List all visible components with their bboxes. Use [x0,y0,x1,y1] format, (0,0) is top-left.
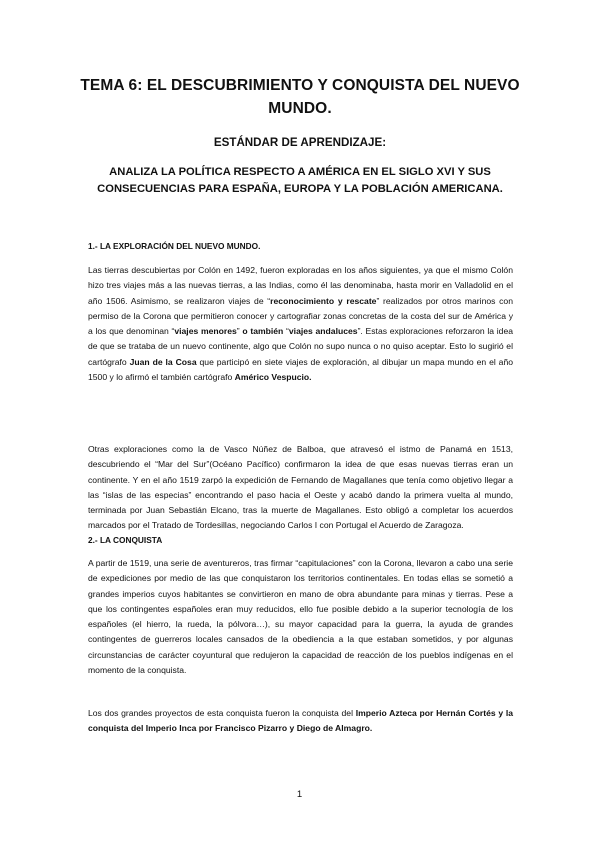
text-run: ”. Estas exploraciones reforzaron la idea de que se trataba de un nuevo continente, algo que Colón no supo nunca o no quiso aceptar. Esto lo sugirió el cartógrafo [88,326,514,367]
text-run: “ [283,326,289,337]
text-run: ” [236,326,243,337]
page-number: 1 [296,789,303,800]
bold-text-run: o también [242,326,284,337]
text-run: Las tierras descubiertas por Colón en 1492, fueron exploradas en los años siguientes, ya que el mismo Colón hizo tres viajes más a las nuevas tierras, a las Indias, como él las denominaba, hasta morir en Valladolid en el año 1506. Asimismo, se realizaron viajes de “ [88,265,513,306]
section1-heading: 1.- LA EXPLORACIÓN DEL NUEVO MUNDO. [88,241,261,251]
bold-text-run: reconocimiento y rescate [270,295,377,306]
bold-text-run: viajes menores [174,326,237,337]
text-run: que participó en siete viajes de exploración, al dibujar un mapa mundo en el año 1500 y lo afirmó el también cartógrafo [88,356,514,383]
text-run: ” realizados por otros marinos con permiso de la Corona que permitieron conocer y cartografiar zonas concretas de la costa del sur de América y a los que denominan “ [88,295,513,337]
section1-paragraph-1 [88,263,513,385]
standard-text: ANALIZA LA POLÍTICA RESPECTO A AMÉRICA EN EL SIGLO XVI Y SUS CONSECUENCIAS PARA ESPAÑA, EUROPA Y LA POBLACIÓN AMERICANA. [97,166,503,195]
bold-text-run: Imperio Azteca por Hernán Cortés y la conquista del Imperio Inca por Francisco Pizarro y Diego de Almagro. [88,708,513,734]
standard-label: ESTÁNDAR DE APRENDIZAJE: [213,136,387,149]
section2-paragraph-1: A partir de 1519, una serie de aventureros, tras firmar “capitulaciones” con la Corona, llevaron a cabo una serie de expediciones por medio de las que conquistaron los territorios continentales. En todas ellas se sometió a grandes imperios cuyos habitantes se convirtieron en mano de obra abundante para minas y tierras. Pese a que los contingentes españoles eran muy reducidos, ello fue posible debido a la superior tecnología de los españoles (el hierro, la rueda, la pólvora…), su mayor capacidad para la guerra, la ayuda de grandes contingentes de guerreros locales cansados de la obediencia a la que estaban sometidos, y por algunas circunstancias de carácter coyuntural que redujeron la capacidad de reacción de los pueblos indígenas en el momento de la conquista. [88,558,513,676]
bold-text-run: Américo Vespucio. [234,372,312,383]
bold-text-run: viajes andaluces [288,326,358,337]
section2-heading: 2.- LA CONQUISTA [88,535,163,545]
page-title: TEMA 6: EL DESCUBRIMIENTO Y CONQUISTA DEL NUEVO MUNDO. [80,77,520,117]
text-run: Los dos grandes proyectos de esta conquista fueron la conquista del [88,708,356,718]
section2-paragraph-2 [88,706,513,737]
section1-paragraph-2: Otras exploraciones como la de Vasco Núñez de Balboa, que atravesó el istmo de Panamá en 1513, descubriendo el “Mar del Sur”(Océano Pacífico) confirmaron la idea de que esas nuevas tierras eran un continente. Y en el año 1519 zarpó la expedición de Fernando de Magallanes que tenía como objetivo llegar a las “islas de las especias” encontrando el paso hacia el Oeste y acabó dando la primera vuelta al mundo, terminada por Juan Sebastián Elcano, tras la muerte de Magallanes. Esto obligó a completar los acuerdos marcados por el Tratado de Tordesillas, negociando Carlos I con Portugal el Acuerdo de Zaragoza. [88,444,513,531]
bold-text-run: Juan de la Cosa [129,356,197,367]
